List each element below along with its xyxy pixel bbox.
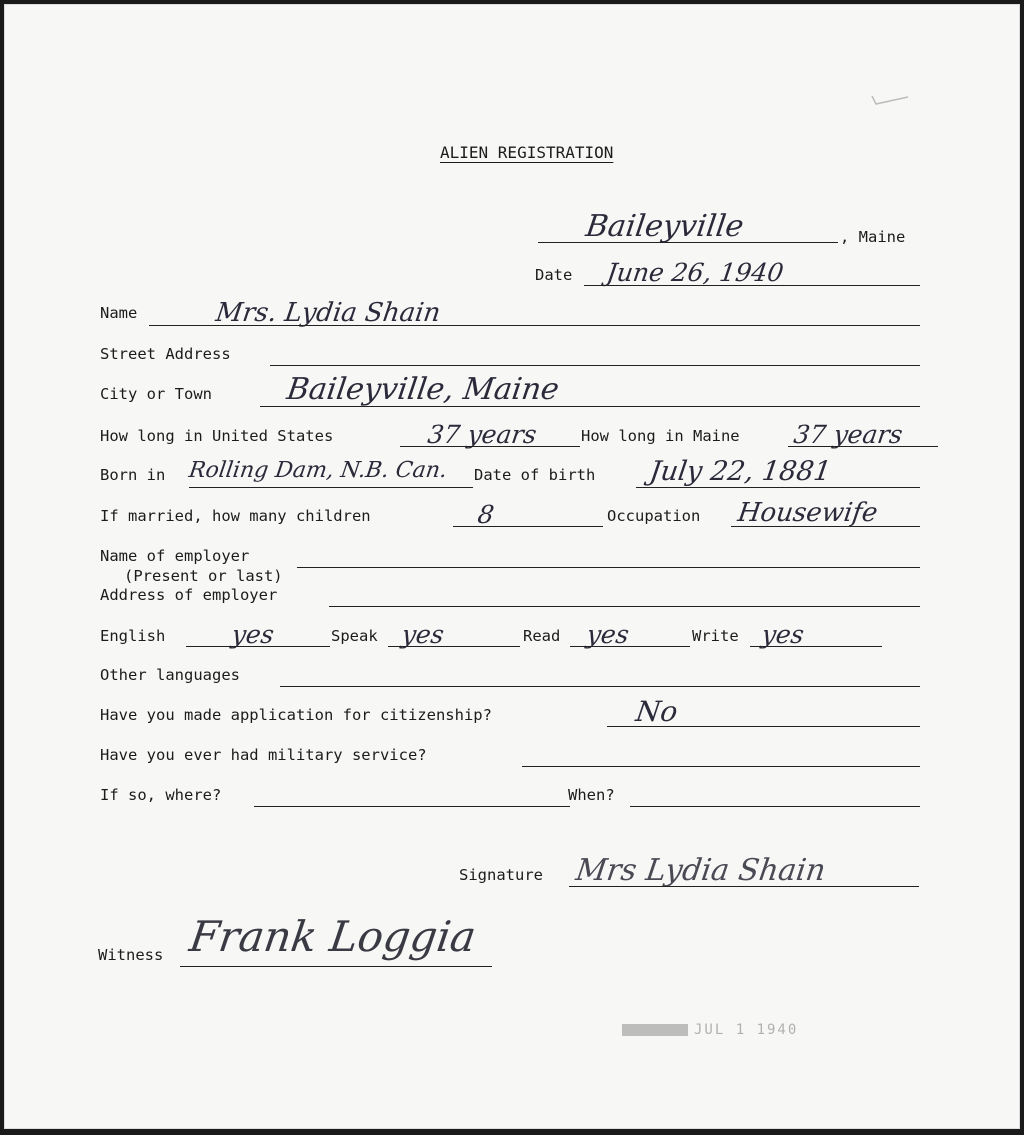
- other-languages-label: Other languages: [100, 666, 240, 684]
- name-value: Mrs. Lydia Shain: [213, 298, 443, 328]
- name-label: Name: [100, 304, 138, 322]
- children-value: 8: [475, 500, 496, 529]
- children-label: If married, how many children: [100, 507, 371, 525]
- employer-address-line: [329, 606, 920, 607]
- form-title: ALIEN REGISTRATION: [440, 143, 614, 162]
- when-label: When?: [568, 786, 615, 804]
- write-value: yes: [759, 620, 806, 649]
- check-mark-icon: [870, 94, 910, 106]
- when-line: [630, 806, 920, 807]
- employer-note: (Present or last): [124, 567, 283, 585]
- witness-value: Frank Loggia: [186, 912, 480, 961]
- signature-line: [569, 886, 919, 887]
- signature-label: Signature: [459, 866, 543, 884]
- english-value: yes: [229, 620, 276, 649]
- date-value: June 26, 1940: [604, 258, 786, 287]
- signature-value: Mrs Lydia Shain: [573, 853, 828, 888]
- city-line: [260, 406, 920, 407]
- born-in-value: Rolling Dam, N.B. Can.: [187, 458, 449, 483]
- write-line: [750, 646, 882, 647]
- born-in-label: Born in: [100, 466, 166, 484]
- place-suffix: , Maine: [840, 228, 906, 246]
- write-label: Write: [692, 627, 739, 645]
- citizenship-line: [607, 726, 920, 727]
- if-so-where-line: [254, 806, 570, 807]
- date-of-birth-line: [636, 487, 920, 488]
- military-line: [522, 766, 920, 767]
- witness-label: Witness: [98, 946, 164, 964]
- how-long-us-line: [400, 446, 580, 447]
- speak-label: Speak: [331, 627, 378, 645]
- name-line: [149, 325, 920, 326]
- city-label: City or Town: [100, 385, 212, 403]
- city-value: Baileyville, Maine: [284, 372, 562, 407]
- military-label: Have you ever had military service?: [100, 746, 427, 764]
- if-so-where-label: If so, where?: [100, 786, 222, 804]
- witness-line: [180, 966, 492, 967]
- english-label: English: [100, 627, 166, 645]
- how-long-maine-label: How long in Maine: [581, 427, 740, 445]
- employer-address-label: Address of employer: [100, 586, 278, 604]
- date-of-birth-value: July 22, 1881: [647, 456, 834, 487]
- place-value: Baileyville: [583, 209, 746, 244]
- read-value: yes: [584, 620, 631, 649]
- read-label: Read: [523, 627, 561, 645]
- how-long-us-label: How long in United States: [100, 427, 334, 445]
- occupation-value: Housewife: [735, 498, 880, 528]
- occupation-label: Occupation: [607, 507, 701, 525]
- children-line: [453, 526, 603, 527]
- speak-value: yes: [399, 620, 446, 649]
- employer-name-label: Name of employer: [100, 547, 250, 565]
- occupation-line: [731, 526, 920, 527]
- how-long-us-value: 37 years: [425, 420, 539, 449]
- speak-line: [388, 646, 520, 647]
- street-address-line: [270, 365, 920, 366]
- place-line: [538, 242, 838, 243]
- read-line: [570, 646, 690, 647]
- how-long-maine-line: [788, 446, 938, 447]
- english-line: [186, 646, 330, 647]
- born-in-line: [189, 487, 473, 488]
- date-label: Date: [535, 266, 573, 284]
- citizenship-value: No: [633, 695, 680, 728]
- received-stamp: JUL 1 1940: [622, 1022, 798, 1038]
- other-languages-line: [280, 686, 920, 687]
- date-of-birth-label: Date of birth: [474, 466, 596, 484]
- employer-name-line: [297, 567, 920, 568]
- document-page: [4, 4, 1020, 1129]
- citizenship-label: Have you made application for citizenship?: [100, 706, 492, 724]
- date-line: [584, 285, 920, 286]
- street-address-label: Street Address: [100, 345, 231, 363]
- how-long-maine-value: 37 years: [791, 420, 905, 449]
